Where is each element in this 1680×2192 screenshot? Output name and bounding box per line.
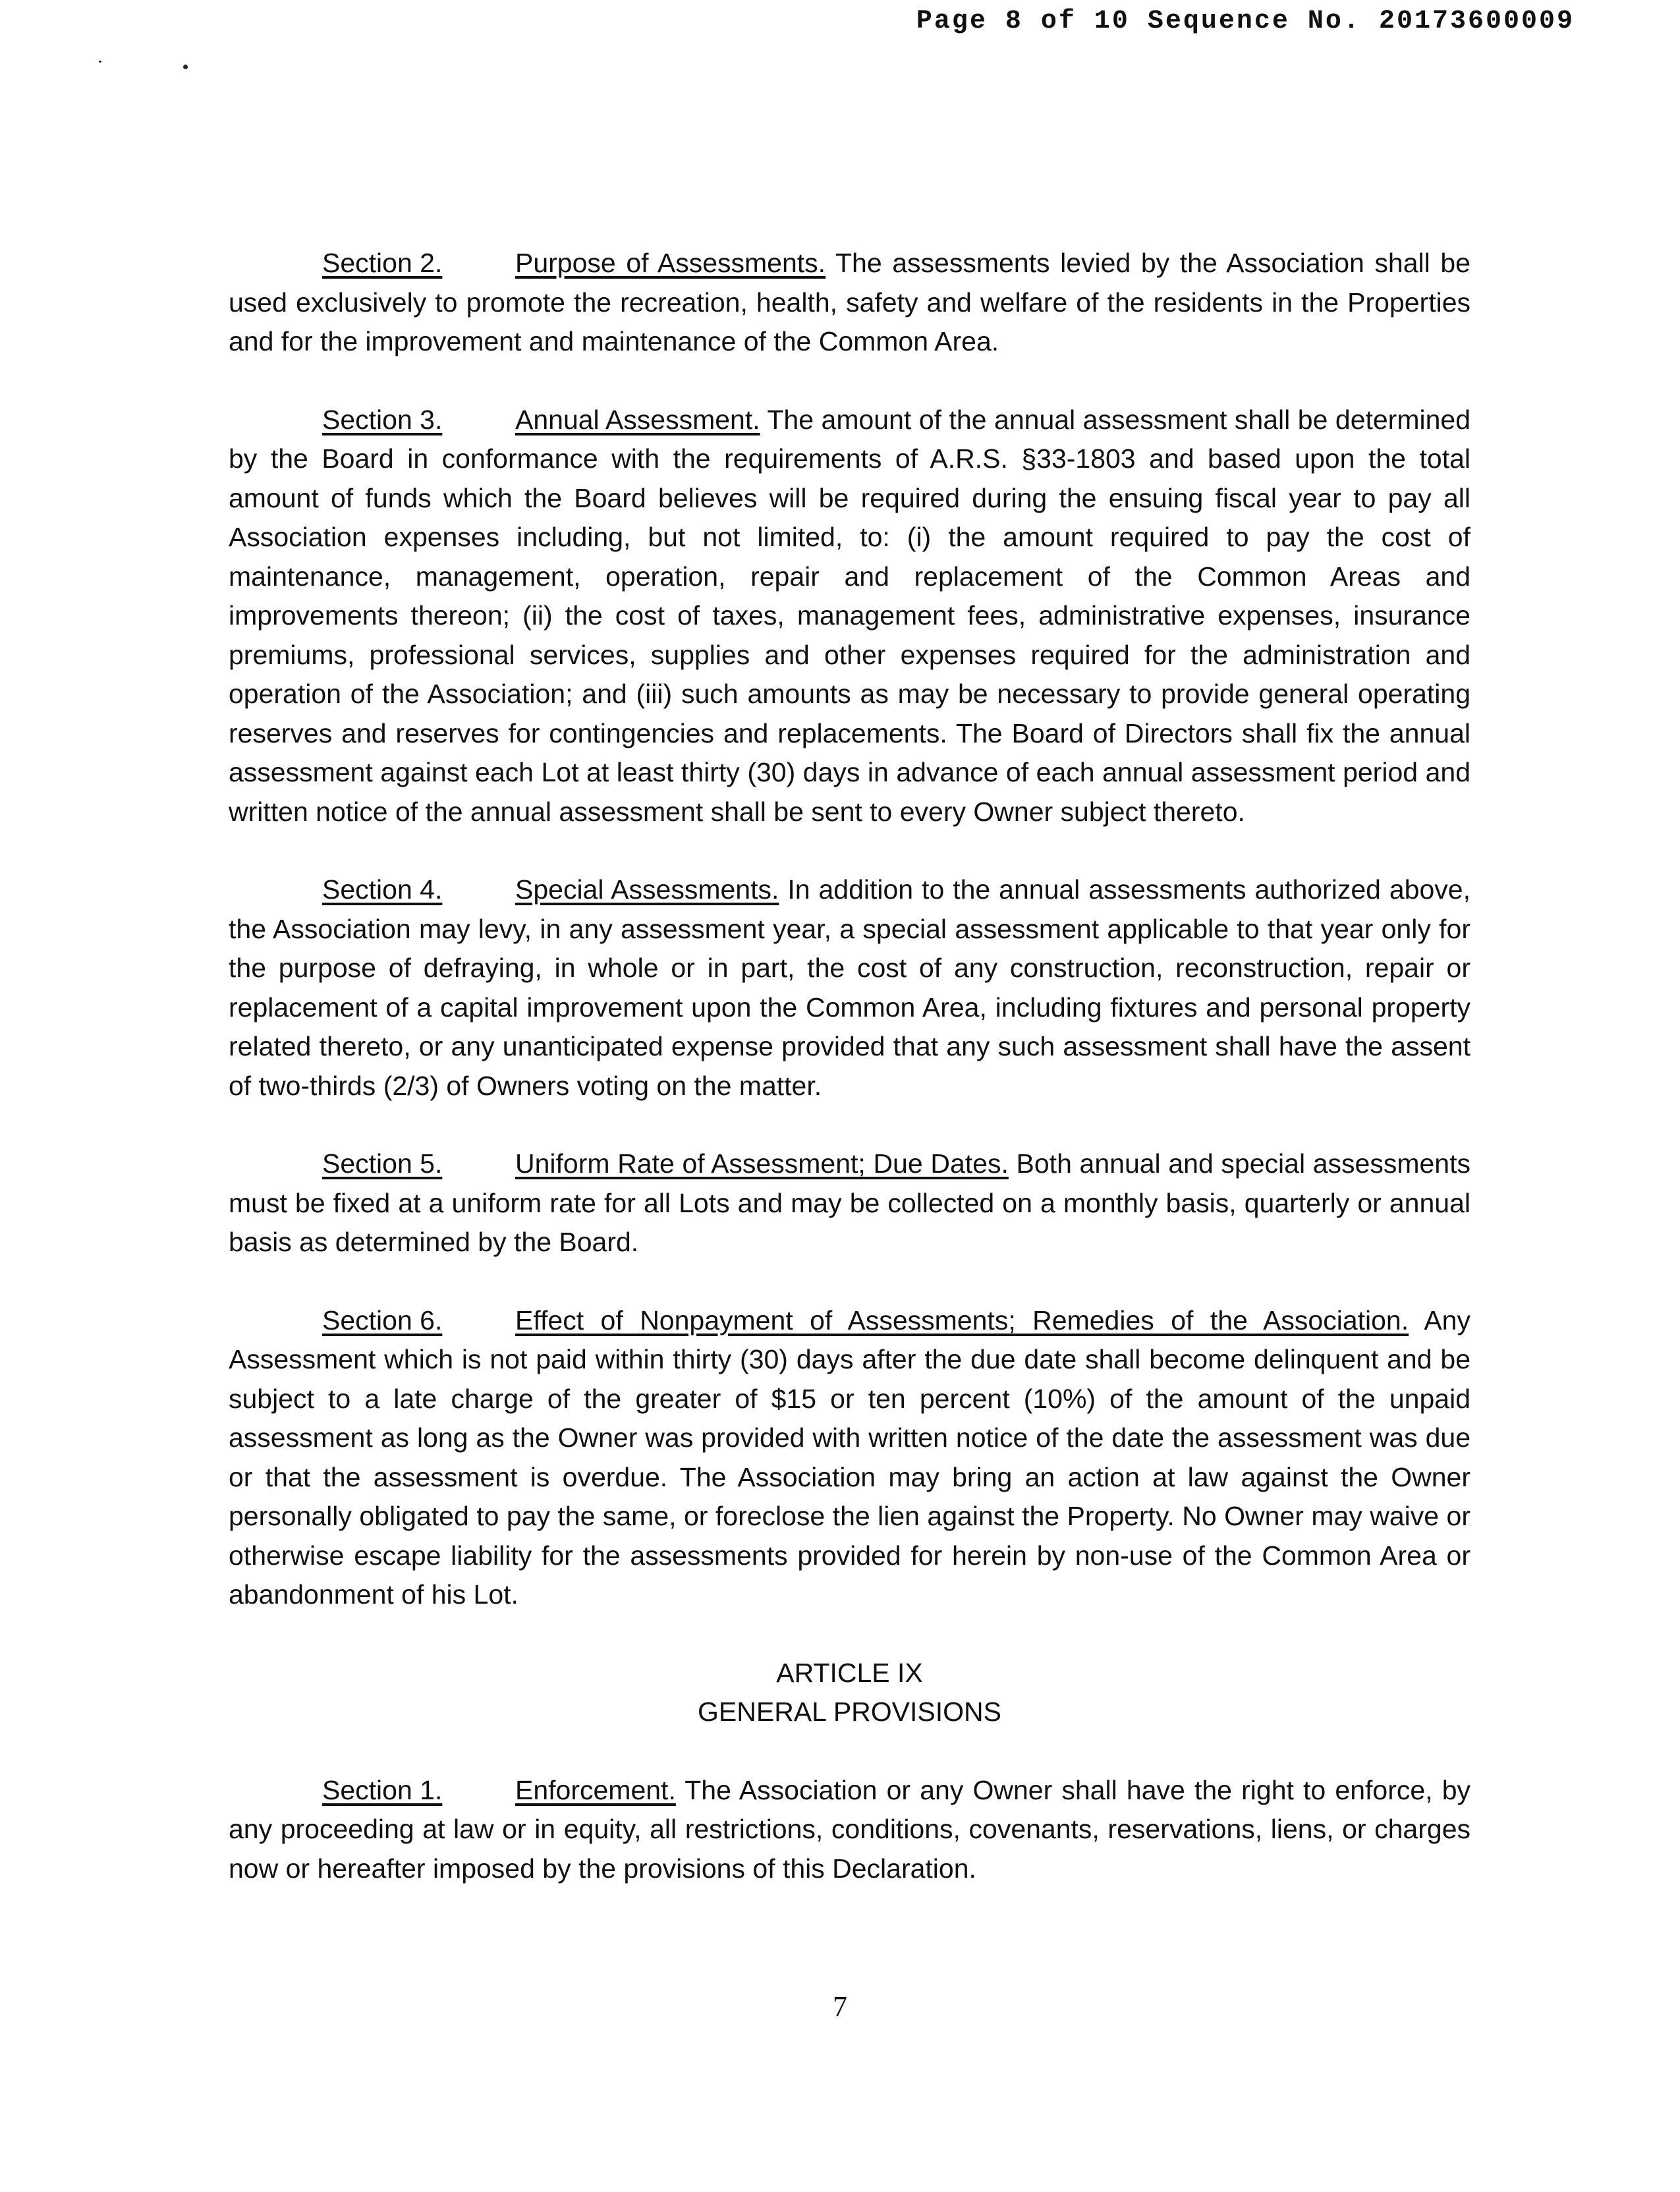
section-title: Annual Assessment.: [515, 404, 760, 435]
section-number: Section 5.: [322, 1148, 443, 1179]
section-title: Purpose of Assessments.: [515, 248, 826, 278]
section-title: Uniform Rate of Assessment; Due Dates.: [515, 1148, 1009, 1179]
section-text: The Association or any Owner shall have the right to enforce, by any proceeding at law or in equity, all restrictions, conditions, covenants, reservations, liens, or charges now or hereafter imposed by the provisions of this Declaration.: [229, 1774, 1470, 1884]
section-purpose-of-assessments: [229, 244, 1470, 362]
section-number: Section 2.: [322, 248, 443, 278]
document-body: [229, 244, 1470, 1927]
page-number: 7: [833, 1990, 847, 2023]
section-text: In addition to the annual assessments authorized above, the Association may levy, in any assessment year, a special assessment applicable to that year only for the purpose of defraying, in whole or in part, the cost of any construction, reconstruction, repair or replacement of a capital improvement upon the Common Area, including fixtures and personal property related thereto, or any unanticipated expense provided that any such assessment shall have the assent of two-thirds (2/3) of Owners voting on the matter.: [229, 874, 1470, 1101]
section-title: Enforcement.: [515, 1774, 676, 1805]
section-title: Effect of Nonpayment of Assessments; Remedies of the Association.: [515, 1305, 1409, 1335]
article-number: ARTICLE IX: [776, 1657, 923, 1688]
section-title: Special Assessments.: [515, 874, 779, 905]
scan-speck: [99, 61, 101, 63]
section-number: Section 6.: [322, 1305, 443, 1335]
section-effect-of-nonpayment: [229, 1301, 1470, 1615]
article-heading: [229, 1654, 1470, 1732]
section-number: Section 3.: [322, 404, 443, 435]
section-number: Section 1.: [322, 1774, 443, 1805]
scan-specks: [99, 51, 191, 71]
section-uniform-rate: [229, 1144, 1470, 1262]
section-enforcement: [229, 1771, 1470, 1889]
scan-speck: [183, 65, 188, 69]
section-text: Any Assessment which is not paid within thirty (30) days after the due date shall become delinquent and be subject to a late charge of the greater of $15 or ten percent (10%) of the amount of the unpaid assessment as long as the Owner was provided with written notice of the date the assessment was due or that the assessment is overdue. The Association may bring an action at law against the Owner personally obligated to pay the same, or foreclose the lien against the Property. No Owner may waive or otherwise escape liability for the assessments provided for herein by non-use of the Common Area or abandonment of his Lot.: [229, 1305, 1470, 1610]
section-text: Both annual and special assessments must be fixed at a uniform rate for all Lots and may be collected on a monthly basis, quarterly or annual basis as determined by the Board.: [229, 1148, 1470, 1257]
page-sequence-header: Page 8 of 10 Sequence No. 20173600009: [916, 7, 1575, 36]
article-title: GENERAL PROVISIONS: [698, 1697, 1001, 1727]
section-special-assessments: [229, 870, 1470, 1106]
section-text: The amount of the annual assessment shall be determined by the Board in conformance with the requirements of A.R.S. §33-1803 and based upon the total amount of funds which the Board believes will be required during the ensuing fiscal year to pay all Association expenses including, but not limited, to: (i) the amount required to pay the cost of maintenance, management, operation, repair and replacement of the Common Areas and improvements thereon; (ii) the cost of taxes, management fees, administrative expenses, insurance premiums, professional services, supplies and other expenses required for the administration and operation of the Association; and (iii) such amounts as may be necessary to provide general operating reserves and reserves for contingencies and replacements. The Board of Directors shall fix the annual assessment against each Lot at least thirty (30) days in advance of each annual assessment period and written notice of the annual assessment shall be sent to every Owner subject thereto.: [229, 404, 1471, 827]
section-number: Section 4.: [322, 874, 443, 905]
section-text: The assessments levied by the Association shall be used exclusively to promote the recreation, health, safety and welfare of the residents in the Properties and for the improvement and maintenance of the Common Area.: [229, 248, 1470, 356]
section-annual-assessment: [229, 401, 1470, 832]
